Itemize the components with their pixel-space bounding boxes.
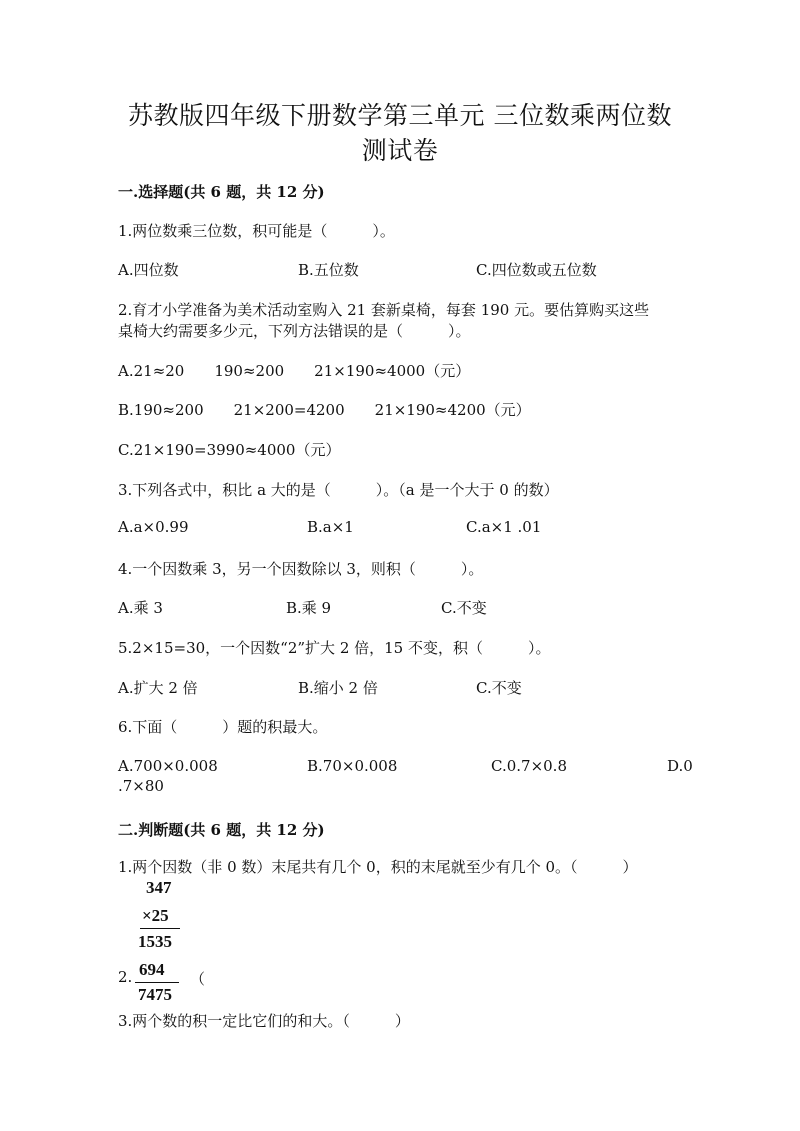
calc-2-result: 7475: [138, 985, 172, 1004]
question-1-option-a: A.四位数: [118, 261, 179, 279]
section-heading-choice: 一.选择题(共 6 题，共 12 分): [118, 183, 325, 201]
page-title-line1: 苏教版四年级下册数学第三单元 三位数乘两位数: [128, 101, 672, 130]
question-4-stem: 4.一个因数乘 3，另一个因数除以 3，则积（ ）。: [118, 560, 484, 578]
calc-1-top: 347: [146, 878, 172, 897]
question-4-option-b: B.乘 9: [286, 599, 332, 617]
question-6-option-c: C.0.7×0.8: [491, 757, 567, 775]
question-3-stem: 3.下列各式中，积比 a 大的是（ ）。（a 是一个大于 0 的数）: [118, 481, 559, 499]
question-2-stem-line1: 2.育才小学准备为美术活动室购入 21 套新桌椅，每套 190 元。要估算购买这些: [118, 301, 650, 319]
calc-1-result: 1535: [138, 932, 172, 951]
question-1-option-c: C.四位数或五位数: [476, 261, 597, 279]
question-5-stem: 5.2×15=30，一个因数“2”扩大 2 倍，15 不变，积（ ）。: [118, 639, 551, 657]
section-heading-judgement: 二.判断题(共 6 题，共 12 分): [118, 821, 325, 839]
question-6-option-d: D.0: [667, 757, 693, 775]
question-2-option-b: B.190≈200 21×200=4200 21×190≈4200（元）: [118, 401, 531, 419]
question-1-stem: 1.两位数乘三位数，积可能是（ ）。: [118, 222, 395, 240]
question-6-option-a: A.700×0.008: [118, 757, 218, 775]
question-3-option-a: A.a×0.99: [118, 518, 189, 536]
question-4-option-c: C.不变: [441, 599, 487, 617]
question-6-option-d-wrap: .7×80: [118, 777, 164, 795]
question-5-option-c: C.不变: [476, 679, 522, 697]
question-5-option-a: A.扩大 2 倍: [118, 679, 198, 697]
calc-2-rule: [135, 982, 179, 983]
question-2-option-c: C.21×190=3990≈4000（元）: [118, 441, 341, 459]
question-2-stem-line2: 桌椅大约需要多少元，下列方法错误的是（ ）。: [118, 322, 471, 340]
calc-1-rule: [140, 928, 180, 929]
question-6-stem: 6.下面（ ）题的积最大。: [118, 718, 328, 736]
question-3-option-b: B.a×1: [307, 518, 354, 536]
calc-2-top: 694: [139, 960, 165, 979]
question-5-option-b: B.缩小 2 倍: [298, 679, 378, 697]
question-2-option-a: A.21≈20 190≈200 21×190≈4000（元）: [118, 362, 471, 380]
question-4-option-a: A.乘 3: [118, 599, 163, 617]
judgement-3-stem: 3.两个数的积一定比它们的和大。（ ）: [118, 1012, 410, 1030]
judgement-1-stem: 1.两个因数（非 0 数）末尾共有几个 0，积的末尾就至少有几个 0。（ ）: [118, 858, 638, 876]
judgement-2-paren: （: [190, 970, 206, 988]
question-6-option-b: B.70×0.008: [307, 757, 398, 775]
page-title-line2: 测试卷: [361, 136, 439, 165]
judgement-2-number: 2.: [118, 968, 133, 986]
question-1-option-b: B.五位数: [298, 261, 359, 279]
question-3-option-c: C.a×1 .01: [466, 518, 542, 536]
calc-1-multiplier: ×25: [142, 906, 169, 925]
